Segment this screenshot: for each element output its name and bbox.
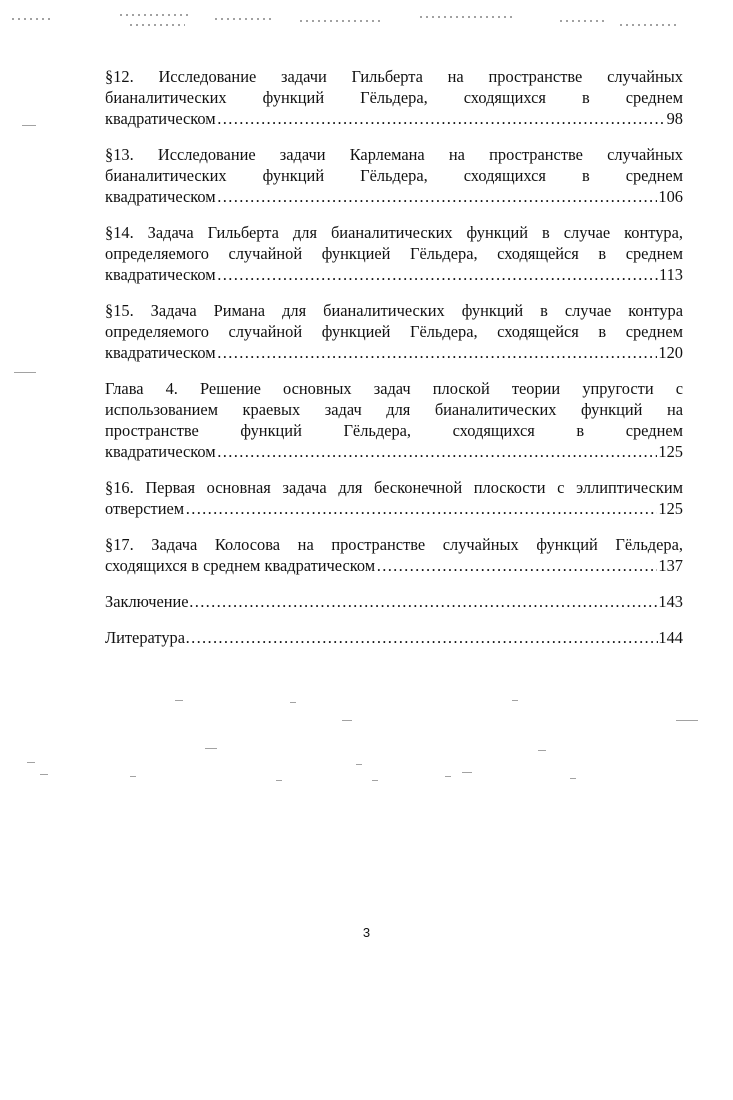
scan-artifact <box>276 780 282 781</box>
toc-entry-line <box>105 627 683 648</box>
scan-artifact <box>12 18 52 20</box>
toc-entry-line: бианалитических функций Гёльдера, сходящихся в среднем <box>105 88 683 107</box>
toc-entry-line: §17. Задача Колосова на пространстве случайных функций Гёльдера, <box>105 535 683 554</box>
toc-entry-section-16 <box>105 477 683 519</box>
scan-artifact <box>205 748 217 749</box>
toc-page-number: 106 <box>658 187 683 206</box>
dot-leader <box>217 186 658 207</box>
toc-page-number: 125 <box>658 442 683 461</box>
scan-artifact <box>130 24 185 26</box>
dot-leader <box>376 555 657 576</box>
scan-artifact <box>676 720 698 721</box>
dot-leader <box>217 264 658 285</box>
toc-entry-last-line <box>105 555 683 576</box>
dot-leader <box>189 591 659 612</box>
scan-artifact <box>27 762 35 763</box>
toc-entry-line: бианалитических функций Гёльдера, сходящихся в среднем <box>105 166 683 185</box>
toc-entry-line: использованием краевых задач для бианалитических функций на <box>105 400 683 419</box>
scan-artifact <box>570 778 576 779</box>
scan-artifact <box>300 20 380 22</box>
toc-entry-literature <box>105 627 683 648</box>
toc-entry-section-13 <box>105 144 683 207</box>
toc-page-number: 137 <box>658 556 683 575</box>
scan-artifact <box>215 18 275 20</box>
scan-artifact <box>462 772 472 773</box>
scan-artifact <box>420 16 515 18</box>
toc-entry-section-17 <box>105 534 683 576</box>
toc-entry-line: определяемого случайной функцией Гёльдера, сходящейся в среднем <box>105 322 683 341</box>
scan-artifact <box>445 776 451 777</box>
scan-artifact <box>14 372 36 373</box>
page-number: 3 <box>362 925 371 940</box>
scan-artifact <box>175 700 183 701</box>
toc-page-number: 120 <box>658 343 683 362</box>
toc-entry-text-end: квадратическом <box>105 187 216 206</box>
scan-artifact <box>560 20 605 22</box>
dot-leader <box>217 441 658 462</box>
toc-entry-section-12 <box>105 66 683 129</box>
scan-artifact <box>372 780 378 781</box>
scan-artifact <box>512 700 518 701</box>
toc-entry-last-line <box>105 441 683 462</box>
toc-entry-last-line <box>105 108 683 129</box>
dot-leader <box>185 498 657 519</box>
scan-artifact <box>620 24 680 26</box>
scan-artifact <box>356 764 362 765</box>
scan-artifact <box>40 774 48 775</box>
dot-leader <box>185 627 658 648</box>
toc-entry-line <box>105 591 683 612</box>
toc-entry-line: §14. Задача Гильберта для бианалитических функций в случае контура, <box>105 223 683 242</box>
toc-entry-last-line <box>105 498 683 519</box>
toc-entry-last-line <box>105 186 683 207</box>
toc-page-number: 125 <box>658 499 683 518</box>
toc-entry-text-end: отверстием <box>105 499 185 518</box>
toc-entry-section-14 <box>105 222 683 285</box>
toc-entry-line: §16. Первая основная задача для бесконечной плоскости с эллиптическим <box>105 478 683 497</box>
toc-entry-line: §15. Задача Римана для бианалитических функций в случае контура <box>105 301 683 320</box>
toc-entry-line: §12. Исследование задачи Гильберта на пространстве случайных <box>105 67 683 86</box>
dot-leader <box>217 342 658 363</box>
toc-entry-line: §13. Исследование задачи Карлемана на пространстве случайных <box>105 145 683 164</box>
toc-entry-last-line <box>105 264 683 285</box>
toc-entry-text-end: квадратическом <box>105 442 216 461</box>
scan-artifact <box>290 702 296 703</box>
toc-page-number: 113 <box>659 265 683 284</box>
toc-entry-line: Глава 4. Решение основных задач плоской теории упругости с <box>105 379 683 398</box>
toc-entry-chapter-4 <box>105 378 683 462</box>
table-of-contents <box>105 66 683 663</box>
toc-page-number: 144 <box>658 628 683 647</box>
toc-entry-section-15 <box>105 300 683 363</box>
scan-artifact <box>342 720 352 721</box>
toc-entry-text-end: квадратическом <box>105 343 216 362</box>
toc-entry-label: Заключение <box>105 592 189 611</box>
toc-entry-text-end: сходящихся в среднем квадратическом <box>105 556 376 575</box>
dot-leader <box>217 108 666 129</box>
scan-artifact <box>130 776 136 777</box>
toc-entry-label: Литература <box>105 628 185 647</box>
toc-page-number: 143 <box>658 592 683 611</box>
toc-entry-line: пространстве функций Гёльдера, сходящихся в среднем <box>105 421 683 440</box>
toc-entry-conclusion <box>105 591 683 612</box>
scan-artifact <box>538 750 546 751</box>
toc-page-number: 98 <box>666 109 683 128</box>
toc-entry-text-end: квадратическом <box>105 265 216 284</box>
scan-artifact <box>120 14 190 16</box>
toc-entry-last-line <box>105 342 683 363</box>
toc-entry-line: определяемого случайной функцией Гёльдера, сходящейся в среднем <box>105 244 683 263</box>
toc-entry-text-end: квадратическом <box>105 109 216 128</box>
scan-artifact <box>22 125 36 126</box>
